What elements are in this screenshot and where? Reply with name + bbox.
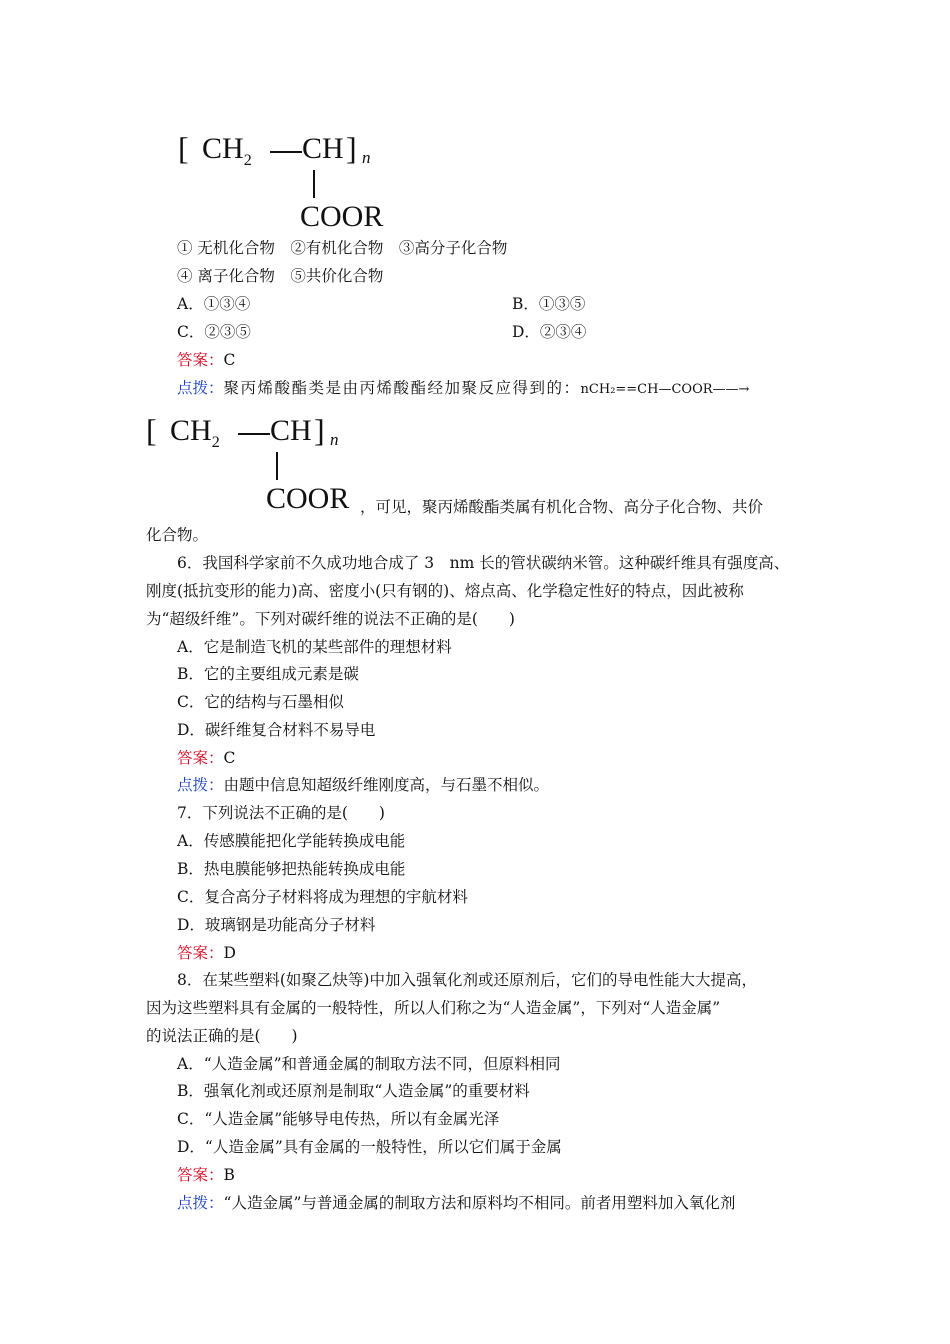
- q8-option-c: C．“人造金属”能够导电传热，所以有金属光泽: [177, 1110, 500, 1128]
- q6-option-a: A．它是制造飞机的某些部件的理想材料: [177, 638, 452, 656]
- q8-line-3: 的说法正确的是( ): [146, 1027, 298, 1045]
- q7-option-a: A．传感膜能把化学能转换成电能: [177, 832, 406, 850]
- q6-line-2: 刚度(抵抗变形的能力)高、密度小(只有钢的)、熔点高、化学稳定性好的特点，因此被称: [146, 582, 744, 600]
- option-b: B．①③⑤: [512, 295, 586, 313]
- bond-line: [270, 151, 302, 153]
- q6-option-c: C．它的结构与石墨相似: [177, 693, 344, 711]
- option-c: C．②③⑤: [177, 323, 251, 341]
- bond-line: [238, 433, 270, 435]
- q7-option-c: C．复合高分子材料将成为理想的宇航材料: [177, 888, 468, 906]
- q8-tip: 点拨：“人造金属”与普通金属的制取方法和原料均不相同。前者用塑料加入氧化剂: [177, 1194, 736, 1212]
- answer-5: 答案：C: [177, 351, 236, 369]
- ch2-group: $CH_2$: [170, 414, 220, 451]
- q6-tip: 点拨：由题中信息知超级纤维刚度高，与石墨不相似。: [177, 776, 550, 794]
- subscript-n: n: [362, 148, 371, 167]
- q6-line-3: 为“超级纤维”。下列对碳纤维的说法不正确的是( ): [146, 610, 515, 628]
- option-d: D．②③④: [512, 323, 587, 341]
- bracket-right: ]: [314, 412, 325, 448]
- coor-group: COOR: [300, 200, 384, 233]
- q7-line-1: 7．下列说法不正确的是( ): [177, 804, 385, 822]
- options-line-2: ④ 离子化合物 ⑤共价化合物: [177, 267, 384, 285]
- structural-formula-1: [178, 128, 398, 238]
- q7-option-d: D．玻璃钢是功能高分子材料: [177, 916, 376, 934]
- ch2-group: $CH_2$: [202, 132, 252, 169]
- option-a: A．①③④: [177, 295, 251, 313]
- tip-5: 点拨：聚丙烯酸酯类是由丙烯酸酯经加聚反应得到的：nCH₂==CH—COOR——→: [177, 379, 750, 397]
- options-line-1: ① 无机化合物 ②有机化合物 ③高分子化合物: [177, 239, 508, 257]
- vertical-bond: [313, 170, 315, 198]
- bracket-left: [: [146, 412, 157, 448]
- bracket-left: [: [178, 130, 189, 166]
- q7-option-b: B．热电膜能够把热能转换成电能: [177, 860, 406, 878]
- q8-option-b: B．强氧化剂或还原剂是制取“人造金属”的重要材料: [177, 1082, 530, 1100]
- bracket-right: ]: [346, 130, 357, 166]
- q6-option-b: B．它的主要组成元素是碳: [177, 665, 359, 683]
- q8-answer: 答案：B: [177, 1166, 235, 1184]
- subscript-n: n: [330, 430, 339, 449]
- q7-answer: 答案：D: [177, 944, 236, 962]
- q8-option-a: A．“人造金属”和普通金属的制取方法不同，但原料相同: [177, 1055, 561, 1073]
- vertical-bond: [276, 452, 278, 480]
- q8-line-1: 8．在某些塑料(如聚乙炔等)中加入强氧化剂或还原剂后，它们的导电性能大大提高，: [177, 971, 757, 989]
- q6-option-d: D．碳纤维复合材料不易导电: [177, 721, 376, 739]
- tip-5-continued: ，可见，聚丙烯酸酯类属有机化合物、高分子化合物、共价: [360, 498, 764, 516]
- ch-group: CH: [302, 132, 344, 165]
- q8-option-d: D．“人造金属”具有金属的一般特性，所以它们属于金属: [177, 1138, 562, 1156]
- q8-line-2: 因为这些塑料具有金属的一般特性，所以人们称之为“人造金属”，下列对“人造金属”: [146, 999, 721, 1017]
- q6-line-1: 6．我国科学家前不久成功地合成了 3 nm 长的管状碳纳米管。这种碳纤维具有强度高、: [177, 554, 790, 572]
- q6-answer: 答案：C: [177, 749, 236, 767]
- tip-5-end: 化合物。: [146, 526, 209, 544]
- ch-group: CH: [270, 414, 312, 447]
- coor-group: COOR: [266, 482, 350, 515]
